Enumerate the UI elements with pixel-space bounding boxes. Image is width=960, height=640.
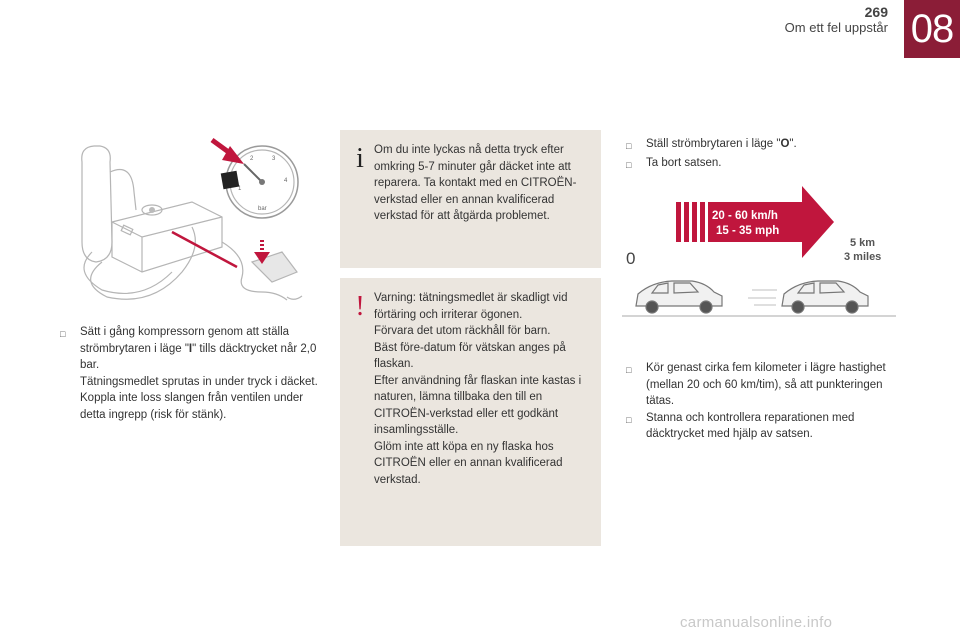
footer-watermark: carmanualsonline.info (680, 614, 833, 631)
distance-km-label: 5 km (850, 237, 876, 249)
gauge-tick-1: 1 (238, 186, 242, 192)
info-text: Om du inte lyckas nå detta tryck efter omkring 5-7 minuter går däcket inte att reparera. Ta kontakt med en CITROËN-verkstad eller en annan kvalificerad verkstad för att åtgärda problemet. (374, 144, 577, 222)
list-item: □ Ta bort satsen. (626, 155, 876, 174)
list-item: □ Kör genast cirka fem kilometer i lägre hastighet (mellan 20 och 60 km/tim), så att punkteringen tätas. (626, 360, 888, 410)
warning-icon: ! (355, 291, 365, 322)
red-arrow-icon (212, 140, 244, 164)
info-icon: i (356, 143, 364, 174)
speed-illustration (622, 186, 902, 321)
list-item: □ Stanna och kontrollera reparationen med däcktrycket med hjälp av satsen. (626, 410, 888, 443)
page-number: 269 (864, 4, 888, 20)
car-moving-icon (748, 281, 868, 313)
warning-text: Varning: tätningsmedlet är skadligt vid förtäring och irriterar ögonen. Förvara det utom räckhåll för barn. Bäst före-datum för vätskan anges på flaskan. Efter användning får flaskan inte kastas i naturen, lämna tillbaka den till en CITROËN-verkstad eller ett godkänt insamlingsställe. Glöm inte att köpa en ny flaska hos CITROËN eller en annan kvalificerad verkstad. (374, 292, 582, 486)
right-top-instructions (626, 136, 876, 173)
start-label: 0 (626, 249, 636, 268)
car-icon (636, 281, 722, 313)
bullet-marker-icon: □ (626, 141, 632, 151)
chapter-tab: 08 (904, 0, 960, 58)
gauge-tick-3: 3 (272, 156, 276, 162)
bullet-marker-icon: □ (626, 159, 632, 170)
gauge-tick-4: 4 (284, 178, 288, 184)
left-instructions (60, 324, 328, 423)
speed-mph-label: 15 - 35 mph (716, 225, 780, 237)
switch-icon (221, 171, 240, 190)
bullet-marker-icon: □ (60, 329, 66, 339)
speed-arrow-icon (676, 186, 834, 258)
right-bottom-instructions (626, 360, 888, 443)
section-title: Om ett fel uppstår (784, 20, 888, 35)
gauge-unit-label: bar (258, 206, 267, 212)
list-item: □ Ställ strömbrytaren i läge "O". (626, 136, 876, 155)
speed-kmh-label: 20 - 60 km/h (712, 210, 778, 222)
distance-miles-label: 3 miles (844, 251, 882, 263)
bullet-marker-icon: □ (626, 414, 632, 425)
list-item: □ Sätt i gång kompressorn genom att ställa strömbrytaren i läge "I" tills däcktrycket når 2,0 bar. Tätningsmedlet sprutas in under tryck i däcket. Koppla inte loss slangen från ventilen under detta ingrepp (risk för stänk). (60, 324, 328, 423)
red-pointer-line (172, 232, 237, 267)
bullet-marker-icon: □ (626, 365, 632, 375)
compressor-illustration (72, 132, 322, 307)
warning-box (340, 278, 601, 546)
gauge-tick-2: 2 (250, 156, 254, 162)
info-box (340, 130, 601, 268)
